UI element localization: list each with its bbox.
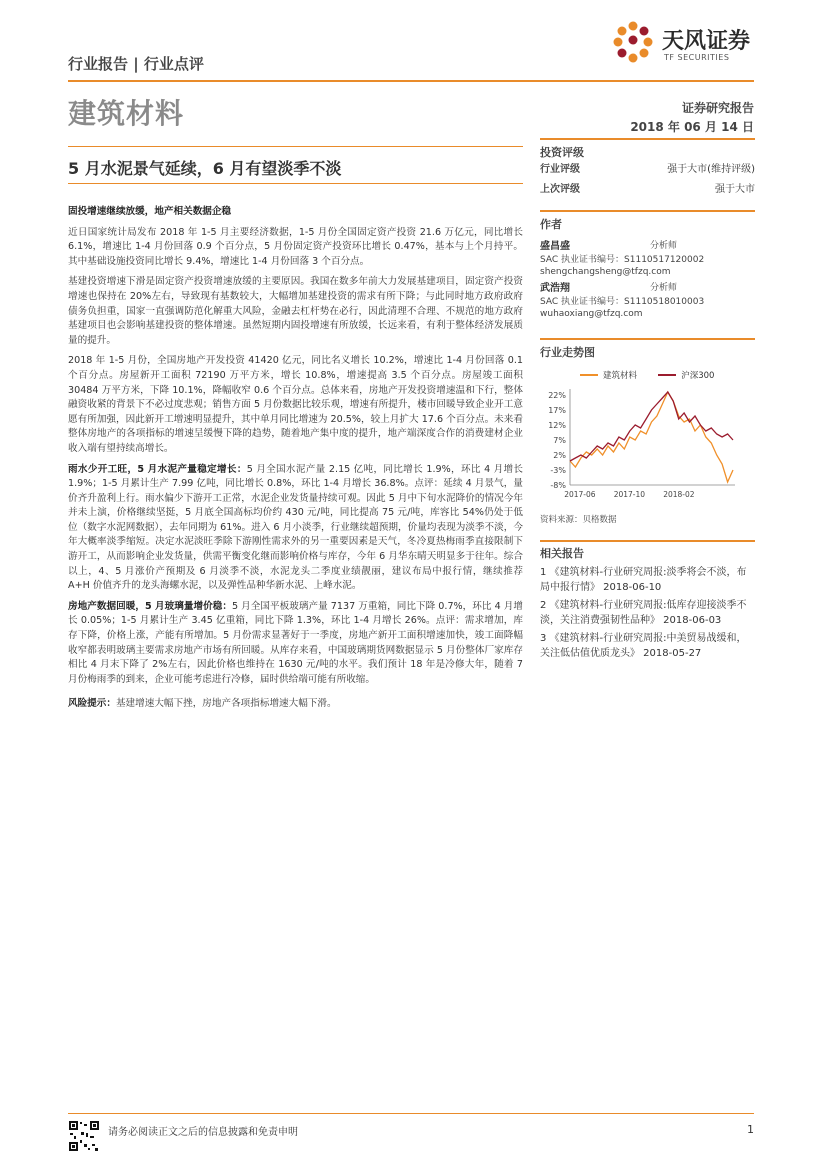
paragraph-glass [68,600,523,688]
author-name: 盛昌盛 [540,241,570,252]
qr-code [68,1120,100,1152]
y-tick-label: 17% [548,406,566,415]
y-tick-label: 22% [548,391,566,400]
rating-label: 行业评级 [540,164,580,175]
series-line [570,392,733,482]
paragraph: 近日国家统计局发布 2018 年 1-5 月主要经济数据，1-5 月份全国固定资产投资 21.6 万亿元，同比增长 6.1%，增速比 1-4 月份回落 0.9 个百分点，5 月份固定资产投资环比增长 0.47%，基本与上个月持平。其中基础设施投资同比增长 9.4%，增速比 1-4 月份回落 3 个百分点。 [68,226,523,267]
author-role: 分析师 [650,241,678,251]
rating-title: 投资评级 [540,146,584,159]
risk-heading: 风险提示： [68,698,116,710]
section-heading: 房地产数据回暖，5 月玻璃量增价稳： [68,600,232,612]
paragraph: 2018 年 1-5 月份，全国房地产开发投资 41420 亿元，同比名义增长 10.2%，增速比 1-4 月份回落 0.1 个百分点。房屋新开工面积 72190 万平方米，增长 10.8%，增速提高 3.5 个百分点。房屋竣工面积 30484 万平方米，下降 10.1%，降幅收窄 0.6 个百分点。总体来看，房地产开发投资增速温和下行，整体融资收紧的背景下不必过度悲观；销售方面 5 月份数据比较乐观，增速有所提升，楼市回暖导致企业开工意愿有所加强，因此新开工增速明显提升，其中单月同比增速为 20.5%，较上月扩大 17.6 个百分点。未来看整体房地产的各项指标的增速呈缓慢下降的趋势，随着地产集中度的提升，地产端深度合作的消费建材企业收入端有望持续高增长。 [68,355,523,454]
rating-value: 强于大市(维持评级) [667,164,755,175]
related-title: 相关报告 [540,547,584,560]
author-role: 分析师 [650,283,678,293]
report-date: 2018 年 06 月 14 日 [630,120,754,134]
logo-en: TF SECURITIES [664,53,730,62]
qr-code-icon [68,1120,100,1152]
author-block [540,240,755,278]
headline-rule [68,146,523,147]
legend-item [658,369,714,381]
author-name: 武浩翔 [540,283,570,294]
legend-label: 沪深300 [681,371,715,381]
legend-swatch [658,374,676,376]
chart-legend [540,368,755,381]
main-body [68,205,523,718]
legend-item [580,369,637,381]
risk-text: 基建增速大幅下挫，房地产各项指标增速大幅下滑。 [115,698,337,710]
footer-disclaimer: 请务必阅读正文之后的信息披露和免责申明 [108,1127,298,1138]
y-tick-label: -3% [550,466,566,475]
headline: 5 月水泥景气延续，6 月有望淡季不淡 [68,159,342,178]
rating-row [540,180,755,200]
section-heading: 雨水少开工旺，5 月水泥产量稳定增长： [68,463,247,475]
authors-panel [540,210,755,320]
authors-title: 作者 [540,218,562,231]
paragraph-cement [68,463,523,594]
x-tick-label: 2018-02 [663,490,695,499]
y-tick-label: 12% [548,421,566,430]
paragraph: 基建投资增速下滑是固定资产投资增速放缓的主要原因。我国在数多年前大力发展基建项目，固定资产投资增速也保持在 20%左右，导致现有基数较大，大幅增加基建投资的需求有所下降；与此同时地方政府政府债务负担重，国家一直强调防范化解重大风险，金融去杠杆势在必行，因此清理不合理、不规范的地方政府基建项目也会影响基建投资的整体增速。虽然短期内固投增速有所放缓，长远来看，有利于整体经济发展质量的提升。 [68,276,523,346]
paragraph-text: 5 月全国平板玻璃产量 7137 万重箱，同比下降 0.7%，环比 4 月增长 0.05%；1-5 月累计生产 3.45 亿重箱，同比下降 1.3%，环比 1-4 月增长 26%。点评：需求增加，库存下降，价格上涨，产能有所增加。5 月份需求显著好于一季度，房地产新开工面积增速加快，竣工面降幅收窄都表明玻璃主要需求房地产市场有所回暖。从库存来看，中国玻璃期货网数据显示 5 月份整体厂家库存相比 4 月末下降了 2%左右，因此价格也维持在 1630 元/吨的水平。我们预计 18 年是冷修大年，随着 7 月份梅雨季的到来，企业可能考虑进行冷修，届时供给端可能有所收缩。 [68,600,524,685]
risk-warning [68,697,523,712]
doc-type: 行业报告 | 行业点评 [68,55,204,73]
rating-label: 上次评级 [540,184,580,195]
related-panel [540,540,755,664]
rating-row [540,160,755,180]
chart-source: 资料来源：贝格数据 [540,515,617,525]
y-tick-label: 7% [553,436,566,445]
headline-rule-bottom [68,183,523,184]
legend-swatch [580,374,598,376]
page-number: 1 [747,1123,754,1136]
x-tick-label: 2017-06 [564,490,596,499]
y-tick-label: -8% [550,481,566,490]
logo-mark-icon [610,20,656,66]
trend-chart [540,385,755,507]
rating-value: 强于大市 [715,184,755,195]
legend-label: 建筑材料 [603,371,638,381]
author-cert: SAC 执业证书编号：S1110518010003 [540,297,705,307]
author-cert: SAC 执业证书编号：S1110517120002 [540,255,705,265]
x-tick-label: 2017-10 [613,490,646,499]
related-report-link[interactable]: 2 《建筑材料-行业研究周报:低库存迎接淡季不淡，关注消费强韧性品种》 2018-06-03 [540,600,747,626]
trend-title: 行业走势图 [540,346,595,359]
logo-cn: 天风证券 [662,29,751,54]
industry-title: 建筑材料 [68,97,185,130]
series-line [570,392,733,461]
y-tick-label: 2% [553,451,566,460]
related-report-link[interactable]: 3 《建筑材料-行业研究周报:中美贸易战缓和，关注低估值优质龙头》 2018-05-27 [540,633,747,659]
header-divider [68,80,754,82]
rating-panel [540,138,755,200]
report-type: 证券研究报告 [681,101,754,115]
trend-panel [540,338,755,525]
author-email[interactable]: shengchangsheng@tfzq.com [540,267,671,277]
related-report-link[interactable]: 1 《建筑材料-行业研究周报:淡季将会不淡，布局中报行情》 2018-06-10 [540,567,747,593]
footer-divider [68,1113,754,1114]
author-email[interactable]: wuhaoxiang@tfzq.com [540,309,643,319]
paragraph-text: 5 月全国水泥产量 2.15 亿吨，同比增长 1.9%，环比 4 月增长 1.9%；1-5 月累计生产 7.99 亿吨，同比增长 0.8%，环比 1-4 月增长 36.8%。点评：延续 4 月景气，量价齐升盈利上行。雨水偏少下游开工正常，水泥企业发货量持续可观。因此 5 月中下旬水泥降价的情况今年并未上演，价格继续坚挺，5 月底全国高标均价约 430 元/吨，同比提高 75 元/吨，库容比 54%仍处于低位（数字水泥网数据），去年同期为 61%。进入 6 月小淡季，行业继续超预期，价量均表现为淡季不淡，今年大概率淡季缩短。决定水泥淡旺季除下游刚性需求外的另一重要因素是天气，冬冷夏热梅雨季直接限制下游开工，从而影响企业发货量，供需平衡变化继而影响价格与库存，今年 6 月华东晴天明显多于往年。综合以上，4、5 月涨价产预期及 6 月淡季不淡，水泥龙头二季度业绩靓丽，建议布局中报行情，继续推荐 A+H 价值齐升的龙头海螺水泥，以及弹性品种华新水泥、上峰水泥。 [68,463,523,592]
author-block [540,282,755,320]
company-logo [610,18,760,68]
section-heading: 固投增速继续放缓，地产相关数据企稳 [68,206,232,217]
